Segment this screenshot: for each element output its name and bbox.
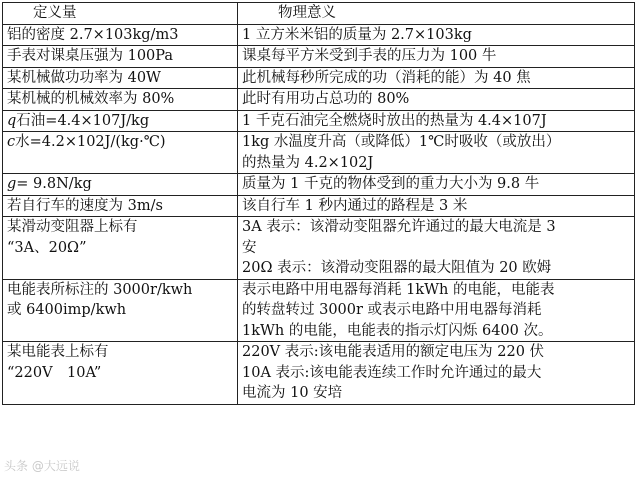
definition-line [7,174,233,195]
definition-text: “220V 10A” [7,364,102,381]
meaning-cell [238,67,635,89]
table-row [3,67,635,89]
meaning-line: 此机械每秒所完成的功（消耗的能）为 40 焦 [242,69,531,86]
definition-text: 铝的密度 2.7×103kg/m3 [7,26,179,43]
table-row [3,110,635,132]
meaning-line: 质量为 1 千克的物体受到的重力大小为 9.8 牛 [242,176,540,192]
definition-cell [3,46,238,68]
meaning-cell [238,174,635,196]
definition-text: 某机械做功功率为 40W [7,69,161,86]
definition-cell [3,217,238,280]
definition-cell [3,195,238,217]
meaning-cell [238,89,635,111]
meaning-line: 10A 表示:该电能表连续工作时允许通过的最大 [242,364,542,381]
header-definition: 定义量 [3,3,238,25]
table-row [3,195,635,217]
definition-line [7,363,233,384]
meaning-line: 220V 表示:该电能表适用的额定电压为 220 伏 [242,344,545,360]
meaning-line: 安 [242,239,257,256]
meaning-cell [238,46,635,68]
meaning-line: 1kg 水温度升高（或降低）1℃时吸收（或放出） [242,134,561,150]
symbol-label: c [7,134,16,150]
meaning-cell [238,279,635,342]
meaning-line: 的转盘转过 3000r 或表示电路中用电器每消耗 [242,302,542,318]
meaning-line: 课桌每平方米受到手表的压力为 100 牛 [242,48,497,64]
definition-text: 某滑动变阻器上标有 [7,219,138,235]
definition-cell [3,67,238,89]
meaning-line: 3A 表示：该滑动变阻器允许通过的最大电流是 3 [242,219,556,235]
meaning-line: 表示电路中用电器每消耗 1kWh 的电能，电能表 [242,281,555,298]
table-row [3,217,635,280]
table-row [3,132,635,174]
definition-text: 若自行车的速度为 3m/s [7,197,163,214]
definition-text: 某机械的机械效率为 80% [7,91,175,107]
watermark: 头条 @大远说 [4,459,80,473]
meaning-cell [238,217,635,280]
meaning-cell [238,132,635,174]
definition-cell [3,89,238,111]
definition-line [7,68,233,89]
definition-cell [3,24,238,46]
meaning-line: 20Ω 表示：该滑动变阻器的最大阻值为 20 欧姆 [242,260,552,276]
symbol-label: g [7,176,17,192]
definition-text: 电能表所标注的 3000r/kwh [7,281,193,298]
definition-line [7,25,233,46]
definition-cell [3,132,238,174]
definition-line [7,342,233,363]
meaning-cell [238,24,635,46]
definition-cell [3,279,238,342]
meaning-line: 的热量为 4.2×102J [242,154,374,171]
definition-line [7,132,233,153]
definition-cell [3,342,238,405]
definition-text: “3A、20Ω” [7,239,87,256]
definition-line [7,89,233,110]
meaning-cell [238,342,635,405]
definition-cell [3,174,238,196]
symbol-label: q [7,112,17,129]
table-row [3,89,635,111]
header-meaning: 物理意义 [238,3,635,25]
definition-meaning-table [2,2,635,405]
table-row [3,46,635,68]
meaning-line: 1kWh 的电能，电能表的指示灯闪烁 6400 次。 [242,322,553,339]
table-row [3,174,635,196]
meaning-line: 此时有用功占总功的 80% [242,91,410,107]
definition-cell [3,110,238,132]
definition-text: 手表对课桌压强为 100Pa [7,48,174,64]
definition-line [7,280,233,301]
definition-line [7,196,233,217]
definition-text: 水=4.2×102J/(kg·℃) [15,134,166,150]
meaning-line: 该自行车 1 秒内通过的路程是 3 米 [242,197,468,214]
definition-line [7,238,233,259]
definition-line [7,111,233,132]
table-row [3,342,635,405]
table-header-row [3,3,635,25]
definition-text: 石油=4.4×107J/kg [16,112,150,129]
definition-text: 某电能表上标有 [7,344,109,360]
meaning-line: 1 千克石油完全燃烧时放出的热量为 4.4×107J [242,112,547,129]
definition-text: 或 6400imp/kwh [7,302,127,318]
definition-text: = 9.8N/kg [16,176,92,192]
definition-line [7,46,233,67]
definition-line [7,217,233,238]
definition-line [7,300,233,321]
table-row [3,24,635,46]
meaning-cell [238,110,635,132]
meaning-line: 电流为 10 安培 [242,385,343,401]
meaning-cell [238,195,635,217]
table-row [3,279,635,342]
meaning-line: 1 立方米米铝的质量为 2.7×103kg [242,26,472,43]
